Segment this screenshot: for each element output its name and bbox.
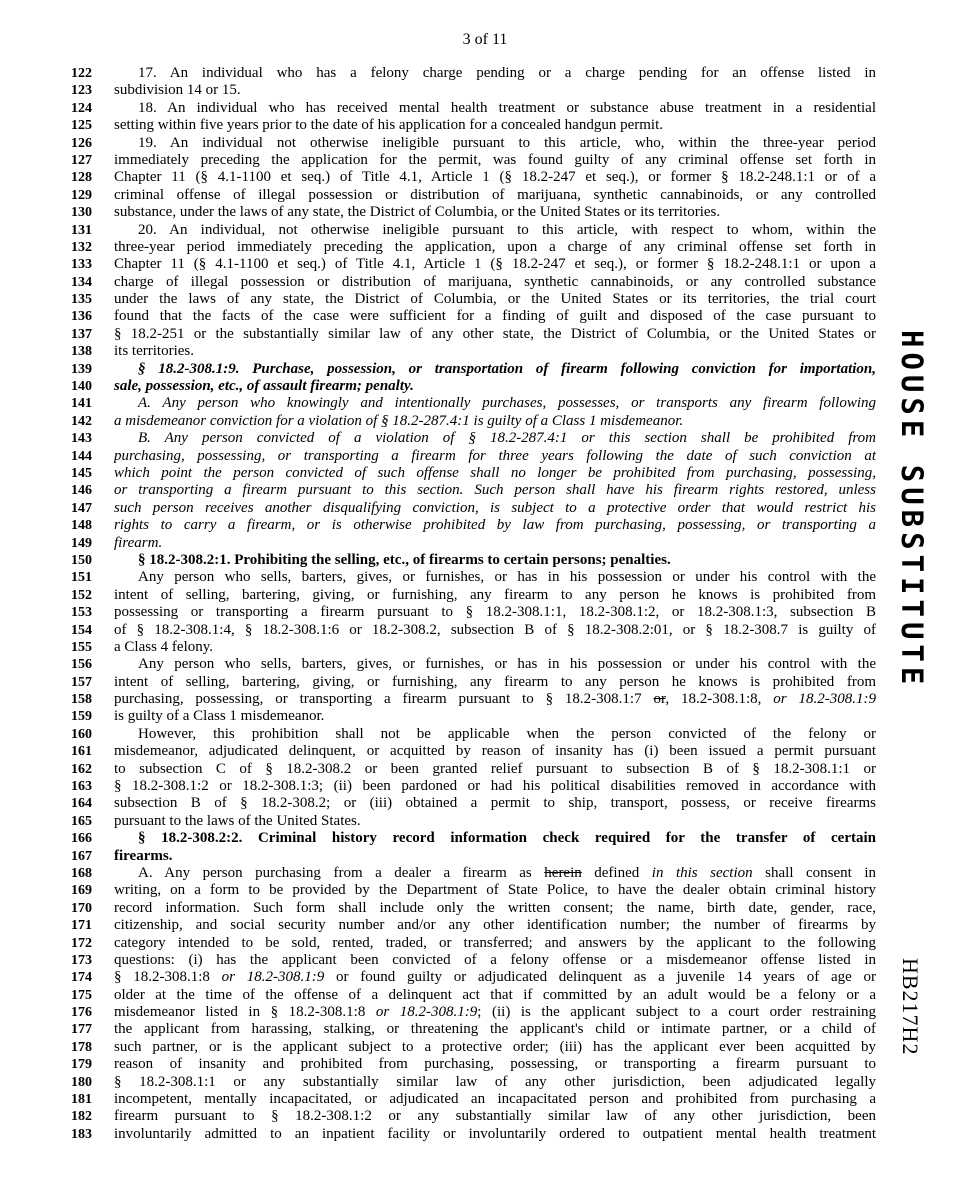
- line-number: 177: [71, 1022, 92, 1038]
- section-heading: § 18.2-308.2:2. Criminal history record information check required for the transfer of certain: [138, 830, 876, 847]
- line-text: pursuant to the laws of the United States.: [114, 812, 361, 829]
- line-number: 155: [71, 639, 92, 655]
- text-line: [60, 726, 880, 743]
- text-line: [60, 239, 880, 256]
- line-number: 137: [71, 326, 92, 342]
- text-line: [60, 222, 880, 239]
- line-text: incompetent, mentally incapacitated, or adjudicated an incapacitated person and prohibited from purchasing a: [114, 1091, 876, 1108]
- line-text: involuntarily admitted to an inpatient facility or involuntarily ordered to outpatient mental health treatment: [114, 1125, 876, 1142]
- line-text: which point the person convicted of such offense shall no longer be prohibited from purchasing, possessing,: [114, 464, 876, 481]
- text-line: [60, 743, 880, 760]
- line-text: § 18.2-251 or the substantially similar law of any other state, the District of Columbia, or the United States or: [114, 325, 876, 342]
- line-number: 182: [71, 1109, 92, 1125]
- line-text: 20. An individual, not otherwise ineligible pursuant to this article, with respect to whom, within the: [138, 221, 876, 238]
- text-run: misdemeanor listed in § 18.2-308.1:8: [114, 1004, 376, 1021]
- line-number: 159: [71, 709, 92, 725]
- line-number: 181: [71, 1092, 92, 1108]
- line-text: to subsection C of § 18.2-308.2 or been granted relief pursuant to subsection B of § 18.2-308.1:1 or: [114, 760, 876, 777]
- line-number: 162: [71, 761, 92, 777]
- line-number: 169: [71, 883, 92, 899]
- line-text: subdivision 14 or 15.: [114, 82, 241, 99]
- line-text: subsection B of § 18.2-308.2; or (iii) obtained a permit to ship, transport, possess, or receive firearms: [114, 795, 876, 812]
- line-number: 167: [71, 848, 92, 864]
- line-number: 132: [71, 239, 92, 255]
- text-line: [60, 448, 880, 465]
- line-number: 136: [71, 309, 92, 325]
- line-text: 17. An individual who has a felony charge pending or a charge pending for an offense listed in: [138, 65, 876, 81]
- text-line: [60, 1074, 880, 1091]
- line-text: possessing or transporting a firearm pursuant to § 18.2-308.1:1, 18.2-308.1:2, or 18.2-308.1:3, subsection B: [114, 604, 876, 621]
- text-line: [60, 535, 880, 552]
- line-text: under the laws of any state, the District of Columbia, or the United States or its territories, the trial court: [114, 291, 876, 308]
- line-text: immediately preceding the application for the permit, was found guilty of any criminal offense set forth in: [114, 151, 876, 168]
- text-line: [60, 639, 880, 656]
- line-text: a misdemeanor conviction for a violation of § 18.2-287.4:1 is guilty of a Class 1 misdemeanor.: [114, 412, 684, 429]
- text-line: [60, 952, 880, 969]
- struck-text: herein: [544, 864, 582, 881]
- line-number: 129: [71, 187, 92, 203]
- text-line: [60, 378, 880, 395]
- line-number: 145: [71, 465, 92, 481]
- text-run: defined: [581, 864, 652, 881]
- line-text: [114, 969, 876, 986]
- inserted-text: or 18.2-308.1:9: [221, 969, 325, 986]
- line-number: 165: [71, 813, 92, 829]
- line-text: substance, under the laws of any state, the District of Columbia, or the United States or its territories.: [114, 204, 721, 221]
- line-text: citizenship, and social security number and/or any other identification number; the number of firearms by: [114, 917, 876, 934]
- text-line: [60, 1021, 880, 1038]
- text-line: [60, 969, 880, 986]
- line-text: Any person who sells, barters, gives, or furnishes, or has in his possession or under his control with the: [138, 569, 876, 586]
- text-run: ; (ii) is the applicant subject to a court order restraining: [477, 1004, 876, 1021]
- text-line: [60, 1108, 880, 1125]
- line-number: 171: [71, 918, 92, 934]
- bill-id-label: HB217H2: [898, 958, 923, 1056]
- line-text: Any person who sells, barters, gives, or furnishes, or has in his possession or under his control with the: [138, 656, 876, 673]
- text-line: [60, 778, 880, 795]
- text-run: , 18.2-308.1:8,: [665, 691, 762, 708]
- line-number: 142: [71, 413, 92, 429]
- text-line: [60, 830, 880, 847]
- text-line: [60, 465, 880, 482]
- section-heading: firearms.: [114, 847, 173, 864]
- line-number: 166: [71, 831, 92, 847]
- line-text: writing, on a form to be provided by the Department of State Police, to have the dealer obtain criminal history: [114, 882, 876, 899]
- line-number: 124: [71, 100, 92, 116]
- text-line: [60, 900, 880, 917]
- line-number: 149: [71, 535, 92, 551]
- text-line: [60, 1126, 880, 1143]
- text-line: [60, 1004, 880, 1021]
- inserted-text: or 18.2-308.1:9: [375, 1004, 478, 1021]
- text-run: A. Any person purchasing from a dealer a firearm as: [138, 864, 545, 881]
- section-heading: sale, possession, etc., of assault firearm; penalty.: [114, 378, 414, 395]
- house-substitute-label: HOUSE SUBSTITUTE: [895, 330, 929, 690]
- text-line: [60, 204, 880, 221]
- line-number: 175: [71, 987, 92, 1003]
- text-line: [60, 326, 880, 343]
- line-text: firearm pursuant to § 18.2-308.1:2 or any substantially similar law of any other jurisdiction, been: [114, 1108, 876, 1125]
- line-number: 147: [71, 500, 92, 516]
- line-number: 131: [71, 222, 92, 238]
- line-text: criminal offense of illegal possession or distribution of marijuana, synthetic cannabinoids, or any controlled: [114, 186, 876, 203]
- line-number: 143: [71, 431, 92, 447]
- line-text: purchasing, possessing, or transporting a firearm for three years following the date of such conviction at: [114, 447, 876, 464]
- line-text: firearm.: [114, 534, 163, 551]
- line-text: [114, 865, 876, 882]
- text-line: [60, 152, 880, 169]
- line-number: 157: [71, 674, 92, 690]
- text-line: [60, 708, 880, 725]
- line-number: 161: [71, 744, 92, 760]
- line-text: A. Any person who knowingly and intentionally purchases, possesses, or transports any firearm following: [138, 395, 876, 412]
- line-text: § 18.2-308.1:1 or any substantially similar law of any other jurisdiction, been adjudicated legally: [114, 1073, 876, 1090]
- text-run: or found guilty or adjudicated delinquent as a juvenile 14 years of age or: [324, 969, 876, 986]
- text-line: [60, 343, 880, 360]
- line-text: [114, 691, 876, 708]
- line-number: 148: [71, 518, 92, 534]
- line-number: 146: [71, 483, 92, 499]
- line-number: 179: [71, 1057, 92, 1073]
- text-line: [60, 622, 880, 639]
- line-number: 172: [71, 935, 92, 951]
- line-text: Chapter 11 (§ 4.1-1100 et seq.) of Title 4.1, Article 1 (§ 18.2-247 et seq.), or former § 18.2-248.1:1 or upon a: [114, 256, 876, 273]
- line-number: 134: [71, 274, 92, 290]
- line-number: 135: [71, 292, 92, 308]
- line-number: 138: [71, 344, 92, 360]
- line-number: 160: [71, 726, 92, 742]
- text-line: [60, 691, 880, 708]
- line-text: setting within five years prior to the date of his application for a concealed handgun permit.: [114, 117, 663, 134]
- text-line: [60, 674, 880, 691]
- line-text: of § 18.2-308.1:4, § 18.2-308.1:6 or 18.2-308.2, subsection B of § 18.2-308.2:01, or § 18.2-308.7 is guilty of: [114, 621, 876, 638]
- line-text: its territories.: [114, 343, 194, 360]
- line-text: intent of selling, bartering, giving, or furnishing, any firearm to any person he knows is prohibited from: [114, 586, 876, 603]
- text-line: [60, 587, 880, 604]
- text-line: [60, 569, 880, 586]
- line-number: 183: [71, 1126, 92, 1142]
- line-text: intent of selling, bartering, giving, or furnishing, any firearm to any person he knows is prohibited from: [114, 673, 876, 690]
- text-line: [60, 361, 880, 378]
- line-number: 180: [71, 1074, 92, 1090]
- line-number: 123: [71, 83, 92, 99]
- text-line: [60, 656, 880, 673]
- line-number: 158: [71, 692, 92, 708]
- text-line: [60, 117, 880, 134]
- inserted-text: or 18.2-308.1:9: [761, 691, 876, 708]
- line-number: 128: [71, 170, 92, 186]
- text-line: [60, 413, 880, 430]
- text-line: [60, 65, 880, 82]
- line-text: the applicant from harassing, stalking, or threatening the applicant's child or intimate partner, or a child of: [114, 1021, 876, 1038]
- text-line: [60, 169, 880, 186]
- page-number: 3 of 11: [462, 31, 508, 48]
- text-line: [60, 256, 880, 273]
- line-number: 154: [71, 622, 92, 638]
- line-number: 150: [71, 552, 92, 568]
- line-number: 168: [71, 865, 92, 881]
- text-line: [60, 135, 880, 152]
- text-line: [60, 82, 880, 99]
- text-line: [60, 813, 880, 830]
- line-number: 163: [71, 779, 92, 795]
- line-number: 174: [71, 970, 92, 986]
- bill-text: [60, 65, 880, 1143]
- text-run: purchasing, possessing, or transporting a firearm pursuant to § 18.2-308.1:7: [114, 691, 654, 708]
- line-text: 19. An individual not otherwise ineligible pursuant to this article, who, within the three-year period: [138, 134, 876, 151]
- line-text: Chapter 11 (§ 4.1-1100 et seq.) of Title 4.1, Article 1 (§ 18.2-247 et seq.), or former § 18.2-248.1:1 or of a: [114, 169, 876, 186]
- line-text: B. Any person convicted of a violation of § 18.2-287.4:1 or this section shall be prohibited from: [138, 430, 876, 447]
- line-number: 176: [71, 1005, 92, 1021]
- line-number: 139: [71, 361, 92, 377]
- text-line: [60, 865, 880, 882]
- text-line: [60, 1056, 880, 1073]
- line-number: 164: [71, 796, 92, 812]
- text-line: [60, 430, 880, 447]
- line-number: 126: [71, 135, 92, 151]
- line-number: 170: [71, 900, 92, 916]
- text-line: [60, 604, 880, 621]
- line-text: However, this prohibition shall not be applicable when the person convicted of the felony or: [138, 725, 876, 742]
- inserted-text: in this section: [651, 864, 753, 881]
- line-text: misdemeanor, adjudicated delinquent, or acquitted by reason of insanity has (i) been issued a permit pursuant: [114, 743, 876, 760]
- line-text: such person receives another disqualifying conviction, is subject to a protective order that would restrict his: [114, 499, 876, 516]
- text-line: [60, 987, 880, 1004]
- text-line: [60, 100, 880, 117]
- struck-text: or: [653, 691, 666, 708]
- line-text: questions: (i) has the applicant been convicted of a felony offense or a misdemeanor offense listed in: [114, 951, 876, 968]
- line-text: found that the facts of the case were sufficient for a finding of guilt and disposed of the case pursuant to: [114, 308, 876, 325]
- line-number: 133: [71, 257, 92, 273]
- line-text: older at the time of the offense of a delinquent act that if committed by an adult would be a felony or a: [114, 986, 876, 1003]
- text-line: [60, 500, 880, 517]
- text-run: § 18.2-308.1:8: [114, 969, 222, 986]
- text-line: [60, 935, 880, 952]
- text-line: [60, 482, 880, 499]
- text-line: [60, 917, 880, 934]
- line-text: 18. An individual who has received mental health treatment or substance abuse treatment in a residential: [138, 99, 876, 116]
- line-text: reason of insanity and prohibited from purchasing, possessing, or transporting a firearm pursuant to: [114, 1056, 876, 1073]
- line-number: 125: [71, 118, 92, 134]
- line-number: 144: [71, 448, 92, 464]
- line-text: § 18.2-308.1:2 or 18.2-308.1:3; (ii) been pardoned or had his political disabilities removed in accordance with: [114, 778, 876, 795]
- text-line: [60, 1091, 880, 1108]
- text-line: [60, 308, 880, 325]
- text-line: [60, 1039, 880, 1056]
- line-text: a Class 4 felony.: [114, 638, 214, 655]
- text-line: [60, 291, 880, 308]
- line-number: 178: [71, 1039, 92, 1055]
- text-line: [60, 552, 880, 569]
- section-heading: § 18.2-308.2:1. Prohibiting the selling, etc., of firearms to certain persons; penalties.: [138, 551, 671, 568]
- text-line: [60, 848, 880, 865]
- line-number: 122: [71, 66, 92, 81]
- text-line: [60, 882, 880, 899]
- line-text: record information. Such form shall include only the written consent; the name, birth date, gender, race,: [114, 899, 876, 916]
- line-number: 127: [71, 152, 92, 168]
- line-number: 173: [71, 952, 92, 968]
- line-number: 141: [71, 396, 92, 412]
- line-text: category intended to be sold, rented, traded, or transferred; and answers by the applicant to the following: [114, 934, 876, 951]
- line-text: is guilty of a Class 1 misdemeanor.: [114, 708, 325, 725]
- line-number: 153: [71, 605, 92, 621]
- line-number: 130: [71, 205, 92, 221]
- text-line: [60, 395, 880, 412]
- line-number: 140: [71, 379, 92, 395]
- line-number: 151: [71, 570, 92, 586]
- section-heading: § 18.2-308.1:9. Purchase, possession, or transportation of firearm following conviction for importation,: [138, 360, 876, 377]
- text-run: shall consent in: [752, 864, 876, 881]
- line-text: three-year period immediately preceding the application, upon a charge of any criminal offense set forth in: [114, 238, 876, 255]
- text-line: [60, 517, 880, 534]
- line-text: such partner, or is the applicant subject to a protective order; (iii) has the applicant ever been acquitted by: [114, 1038, 876, 1055]
- text-line: [60, 187, 880, 204]
- line-text: [114, 1004, 876, 1021]
- line-number: 156: [71, 657, 92, 673]
- text-line: [60, 795, 880, 812]
- line-text: charge of illegal possession or distribution of marijuana, synthetic cannabinoids, or any controlled substance: [114, 273, 876, 290]
- text-line: [60, 761, 880, 778]
- text-line: [60, 274, 880, 291]
- line-text: or transporting a firearm pursuant to this section. Such person shall have his firearm rights restored, unless: [114, 482, 876, 499]
- line-number: 152: [71, 587, 92, 603]
- line-text: rights to carry a firearm, or is otherwise prohibited by law from purchasing, possessing, or transporting a: [114, 517, 876, 534]
